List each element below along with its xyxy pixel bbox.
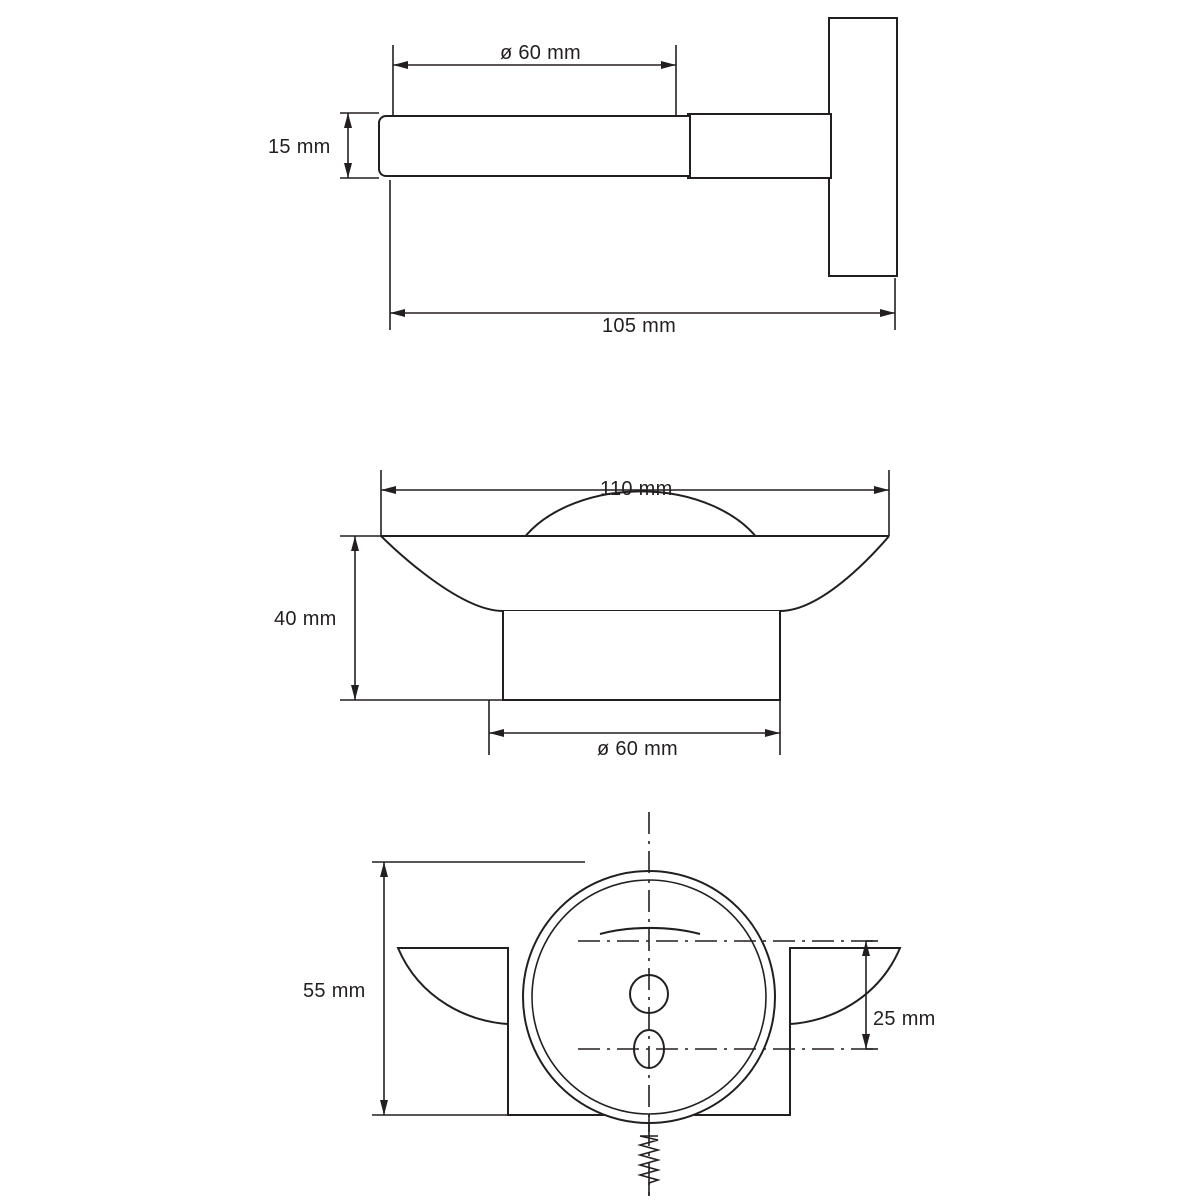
side-wall-plate [829, 18, 897, 276]
arrow-55-top [380, 862, 388, 877]
dim-label-height-40: 40 mm [274, 608, 337, 630]
dim-label-diameter-60-top: ø 60 mm [500, 42, 581, 64]
arrow-15-top [344, 113, 352, 128]
arrow-d60-left [393, 61, 408, 69]
arrow-25-bottom [862, 1034, 870, 1049]
dim-label-diameter-60-bottom: ø 60 mm [597, 738, 678, 760]
side-view-geometry [379, 18, 897, 276]
dim-label-width-110: 110 mm [600, 478, 673, 500]
arrow-105-right [880, 309, 895, 317]
side-arm [688, 114, 831, 178]
side-dish-body [379, 116, 690, 176]
top-left-wing [398, 948, 508, 1024]
arrow-105-left [390, 309, 405, 317]
arrow-110-right [874, 486, 889, 494]
dim-label-height-15: 15 mm [268, 136, 331, 158]
front-view-geometry [381, 491, 889, 700]
arrow-110-left [381, 486, 396, 494]
arrow-40-top [351, 536, 359, 551]
dim-label-depth-25: 25 mm [873, 1008, 936, 1030]
side-view-dimensions [340, 45, 895, 330]
front-dish-flare-top [381, 536, 889, 611]
dim-label-length-105: 105 mm [602, 315, 677, 337]
arrow-55-bottom [380, 1100, 388, 1115]
arrow-15-bottom [344, 163, 352, 178]
arrow-d60-right [661, 61, 676, 69]
arrow-40-bottom [351, 685, 359, 700]
arrow-d60b-left [489, 729, 504, 737]
front-stem [503, 611, 780, 700]
arrow-d60b-right [765, 729, 780, 737]
dim-label-depth-55: 55 mm [303, 980, 366, 1002]
